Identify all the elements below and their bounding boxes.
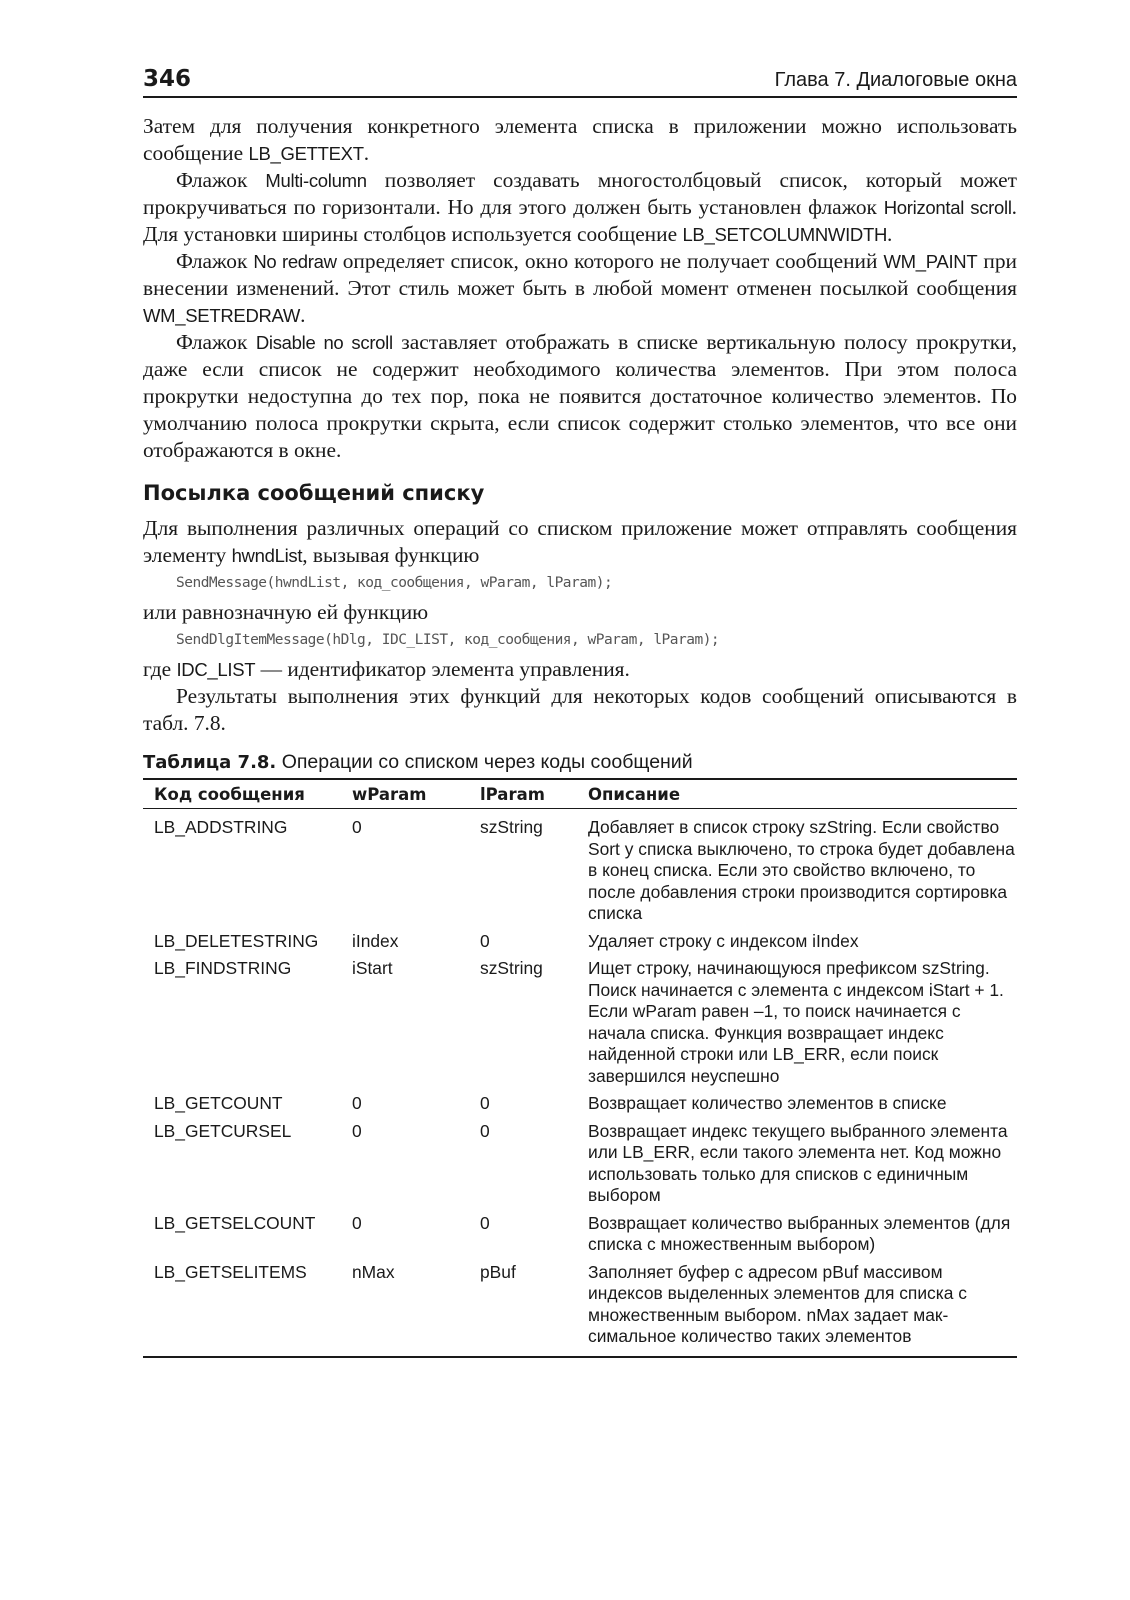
table-cell: Возвращает количество элементов в списке — [588, 1093, 947, 1113]
table-cell: 0 — [352, 1093, 362, 1113]
paragraph: Флажок Multi-column позволяет создавать многостолбцовый список, который может прокручиваться по горизонтали. Но для этого должен быть установлен флажок Horizontal scroll. Для установки ширины столбцов используется сообщение LB_SETCOLUMNWIDTH. — [143, 168, 1018, 246]
column-header: lParam — [480, 780, 588, 809]
table-cell: Ищет строку, начинающуюся префиксом szString. Поиск начинается с элемента с индексом iStart + 1. Если wParam равен –1, то поиск начинается с начала списка. Функция возвращает индекс найденной строки или LB_ERR, если поиск завершился неуспешно — [588, 958, 1004, 1086]
table-row — [143, 1262, 1017, 1357]
paragraph: где IDC_LIST — идентификатор элемента управления. — [143, 657, 630, 681]
table-cell: Добавляет в список строку szString. Если свойство Sort у списка выключено, то строка будет добавлена в конец списка. Если это свойство включено, то после добавления строки производится сортировка списка — [588, 817, 1015, 923]
table-cell: LB_GETSELCOUNT — [154, 1212, 316, 1233]
paragraph: или равнозначную ей функцию — [143, 600, 429, 624]
column-header: wParam — [352, 780, 480, 809]
table-row — [143, 1213, 1017, 1262]
messages-table — [143, 780, 1017, 1358]
table-cell: Удаляет строку с индексом iIndex — [588, 930, 859, 951]
table-cell: 0 — [352, 1212, 362, 1233]
table-cell: nMax — [352, 1262, 480, 1357]
table-cell: LB_DELETESTRING — [154, 930, 319, 951]
section-heading: Посылка сообщений списку — [143, 481, 485, 505]
table-cell: LB_ADDSTRING — [154, 817, 288, 837]
table-caption: Таблица 7.8. Операции со списком через коды сообщений — [143, 751, 1017, 780]
table-row — [143, 958, 1017, 1093]
table-cell: 0 — [352, 817, 362, 837]
table-cell: LB_FINDSTRING — [154, 958, 292, 978]
paragraph: Результаты выполнения этих функций для некоторых кодов сообщений описываются в табл. 7.8. — [143, 684, 1017, 735]
table-cell: LB_GETSELITEMS — [143, 1262, 352, 1357]
table-row — [143, 931, 1017, 959]
table-row — [143, 809, 1017, 931]
running-header — [143, 56, 1017, 98]
table-cell: 0 — [480, 930, 490, 951]
page-number: 346 — [143, 66, 192, 92]
table-cell: 0 — [480, 1212, 490, 1233]
paragraph: Затем для получения конкретного элемента списка в приложении можно использовать сообщение LB_GETTEXT. — [143, 114, 1017, 165]
table-row — [143, 1121, 1017, 1213]
table-cell: pBuf — [480, 1262, 588, 1357]
chapter-title: Глава 7. Диалоговые окна — [774, 69, 1017, 91]
table-cell: Возвращает индекс текущего выбранного элемента или LB_ERR, если такого элемента нет. Код можно использовать только для списков с единичным выбором — [588, 1120, 1008, 1205]
column-header: Код сообщения — [143, 780, 352, 809]
paragraph: Флажок No redraw определяет список, окно которого не получает сообщений WM_PAINT при внесении изменений. Этот стиль может быть в любой момент отменен посылкой сообщения WM_SETREDRAW. — [143, 249, 1017, 327]
table-cell: 0 — [352, 1120, 362, 1141]
table-cell: Возвращает количество выбранных элементов (для списка с множественным выбором) — [588, 1212, 1011, 1254]
table-cell: LB_GETCOUNT — [154, 1093, 283, 1113]
table-cell: 0 — [480, 1093, 490, 1113]
column-header: Описание — [588, 780, 1017, 809]
table-cell: szString — [480, 817, 543, 837]
code-listing: SendMessage(hwndList, код_сообщения, wParam, lParam); — [176, 575, 613, 591]
table-cell: iStart — [352, 958, 393, 978]
table-cell: 0 — [480, 1120, 490, 1141]
paragraph: Для выполнения различных операций со списком приложение может отправлять сообщения элементу hwndList, вызывая функцию — [143, 516, 1017, 567]
table-row — [143, 1093, 1017, 1121]
table-header-row — [143, 780, 1017, 809]
table-cell: LB_GETCURSEL — [154, 1120, 292, 1141]
body-text — [143, 113, 1017, 737]
table-cell: szString — [480, 958, 543, 978]
table-cell: iIndex — [352, 930, 399, 951]
book-page — [143, 56, 1017, 1358]
table-cell: Заполняет буфер с адресом pBuf массивом индексов выделенных элементов для списка с множественным выбором. nMax задает максимальное количество таких элементов — [588, 1262, 1017, 1357]
paragraph: Флажок Disable no scroll заставляет отображать в списке вертикальную полосу прокрутки, даже если список не содержит необходимого количества элементов. При этом полоса прокрутки недоступна до тех пор, пока не появится достаточное количество элементов. По умолчанию полоса прокрутки скрыта, если список содержит столько элементов, что все они отображаются в окне. — [143, 330, 1017, 462]
code-listing: SendDlgItemMessage(hDlg, IDC_LIST, код_сообщения, wParam, lParam); — [176, 632, 720, 648]
